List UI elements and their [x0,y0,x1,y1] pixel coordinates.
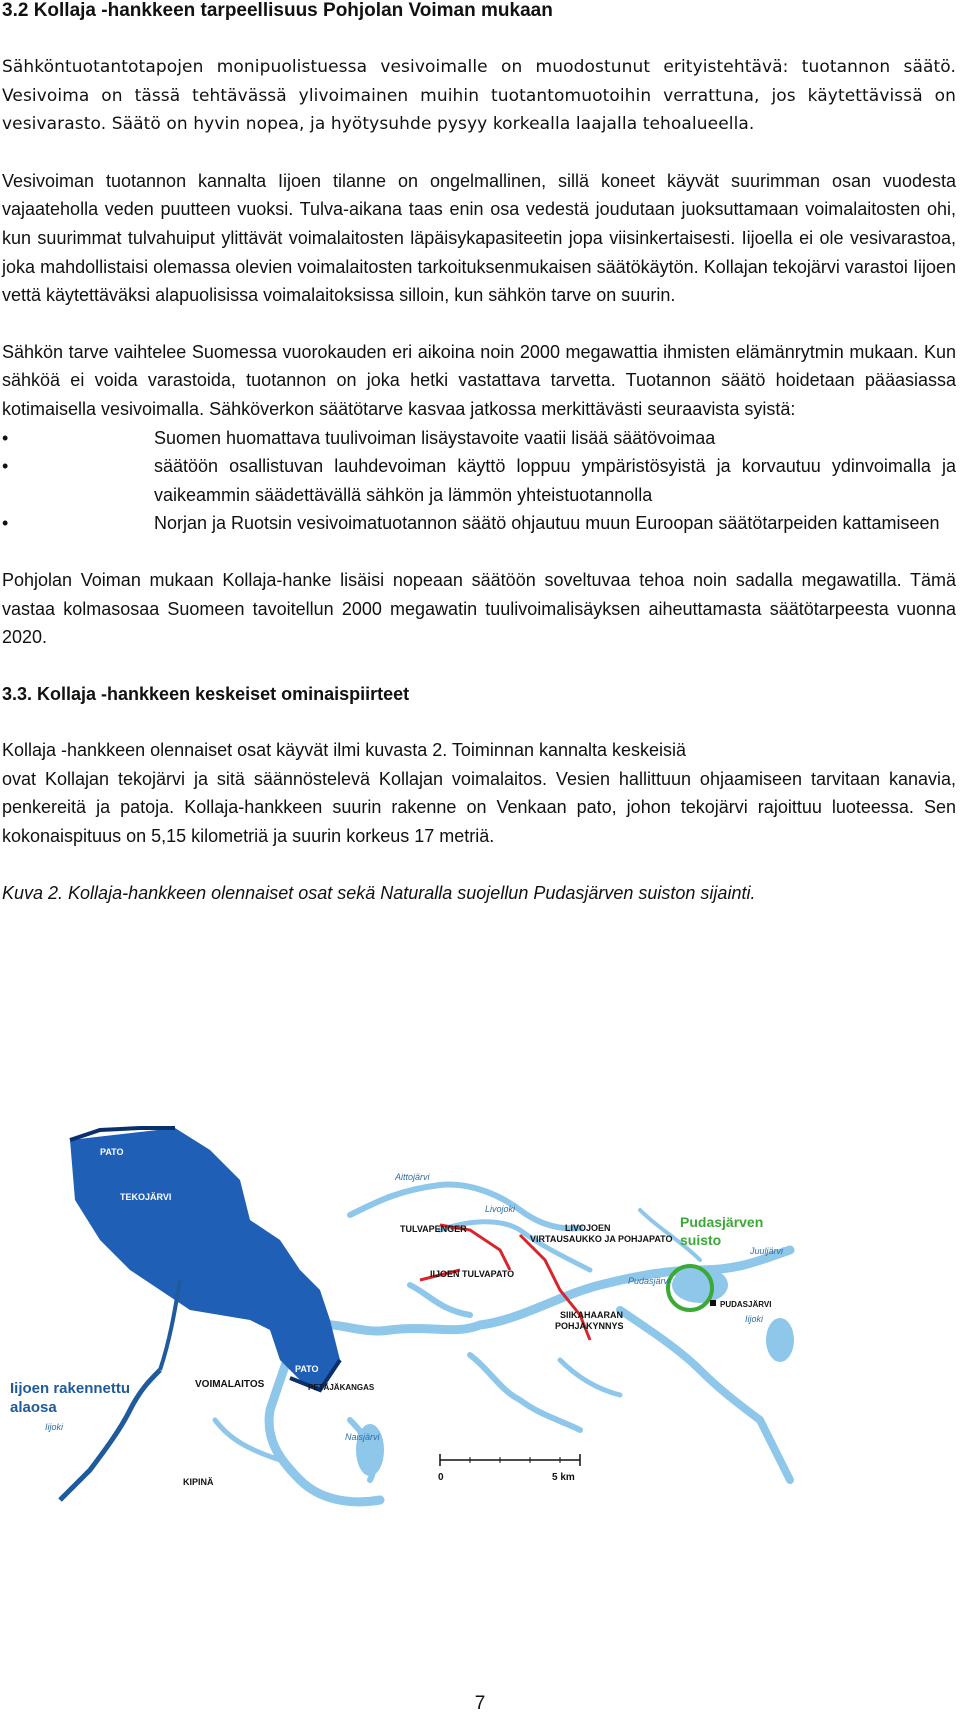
map-label-livojoen-line2: VIRTAUSAUKKO JA POHJAPATO [530,1234,673,1244]
map-label-iijoen-rakennettu-line1: Iijoen rakennettu [10,1380,131,1397]
list-item: • säätöön osallistuvan lauhdevoiman käyttö loppuu ympäristösyistä ja korvautuu ydinvoimalla ja vaikeammin säädettävällä sähkön ja lämmön yhteistuotannolla [2,452,956,509]
list-item: • Suomen huomattava tuulivoiman lisäystavoite vaatii lisää säätövoimaa [2,424,956,453]
map-label-livojoen-line1: LIVOJOEN [565,1223,611,1233]
scale-label-five-km: 5 km [552,1472,575,1483]
map-label-livojoki: Livojoki [485,1204,516,1214]
map-label-siikahaaran-line2: POHJAKYNNYS [555,1321,624,1331]
map-label-pudasjarven-line2: suisto [680,1232,722,1248]
section-heading-3-2: 3.2 Kollaja -hankkeen tarpeellisuus Pohjolan Voiman mukaan [2,0,553,21]
map-label-voimalaitos: VOIMALAITOS [195,1379,265,1390]
pudasjarvi-town-marker [710,1300,716,1306]
map-label-tulvapenger: TULVAPENGER [400,1224,467,1234]
river-branch [410,1285,470,1315]
page-number: 7 [474,1693,486,1714]
paragraph-4: Pohjolan Voiman mukaan Kollaja-hanke lisäisi nopeaan säätöön soveltuvaa tehoa noin sadalla megawatilla. Tämä vastaa kolmasosaa Suomeen tavoitellun 2000 megawatin tuulivoimalisäyksen aiheuttamasta säätötarpeesta vuonna 2020. [2,569,956,648]
map-label-naisjarvi: Naisjärvi [345,1432,380,1442]
body-text [2,0,956,907]
map-label-pato-bottom: PATO [295,1364,319,1374]
map-label-pato-top: PATO [100,1147,124,1157]
paragraph-2: Vesivoiman tuotannon kannalta Iijoen tilanne on ongelmallinen, sillä koneet käyvät suurimman osan vuodesta vajaateholla veden puutteen vuoksi. Tulva-aikana taas enin osa vedestä joudutaan juoksuttamaan voimalaitosten ohi, kun suurimmat tulvahuiput ylittävät voimalaitosten läpäisykapasiteetin jopa viisinkertaisesti. Iijoella ei ole vesivarastoa, joka mahdollistaisi olemassa olevien voimalaitosten tarkoituksenmukaisen säätökäytön. Kollajan tekojärvi varastoi Iijoen vettä käytettäväksi alapuolisissa voimalaitoksissa silloin, kun sähkön tarve on suurin. [2,170,956,306]
paragraph-3: Sähkön tarve vaihtelee Suomessa vuorokauden eri aikoina noin 2000 megawattia ihmisten elämänrytmin mukaan. Kun sähköä ei voida varastoida, tuotannon on joka hetki vastattava tarvetta. Tuotannon säätö hoidetaan pääasiassa kotimaisella vesivoimalla. Sähköverkon säätötarve kasvaa jatkossa merkittävästi seuraavista syistä: [2,341,956,419]
scale-bar [438,1454,580,1483]
figure-caption: Kuva 2. Kollaja-hankkeen olennaiset osat sekä Naturalla suojellun Pudasjärven suiston sijainti. [2,882,756,903]
section-heading-3-3: 3.3. Kollaja -hankkeen keskeiset ominaispiirteet [2,683,410,704]
kollaja-reservoir [70,1128,340,1390]
map-label-iijoen-rakennettu-line2: alaosa [10,1399,57,1416]
scale-label-zero: 0 [438,1472,444,1483]
map-label-iijoen-tulvapato: IIJOEN TULVAPATO [430,1269,515,1279]
list-item: • Norjan ja Ruotsin vesivoimatuotannon säätö ohjautuu muun Euroopan säätötarpeiden kattamiseen [2,509,956,538]
map-label-petajakangas: PETÄJÄKANGAS [308,1383,375,1392]
paragraph-5-line-1: Kollaja -hankkeen olennaiset osat käyvät ilmi kuvasta 2. Toiminnan kannalta keskeisiä [2,740,687,761]
river-branch [620,1310,790,1480]
map-label-iijoki-east: Iijoki [745,1314,764,1324]
map-label-juuljarvi: Juuljärvi [750,1246,784,1256]
map-label-tekojarvi: TEKOJÄRVI [120,1192,172,1202]
paragraph-5: ovat Kollajan tekojärvi ja sitä säännöstelevä Kollajan voimalaitos. Vesien hallittuun ohjaamiseen tarvitaan kanavia, penkereitä ja patoja. Kollaja-hankkeen suurin rakenne on Venkaan pato, johon tekojärvi rajoittuu luoteessa. Sen kokonaispituus on 5,15 kilometriä ja suurin korkeus 17 metriä. [2,768,956,847]
map-label-iijoki-west: Iijoki [45,1422,64,1432]
bullet-list [2,424,956,538]
juuljarvi-lake [766,1318,794,1362]
map-label-siikahaaran-line1: SIIKAHAARAN [560,1310,623,1320]
map-label-kipina: KIPINÄ [183,1477,214,1487]
map-label-pudasjarvi-town: PUDASJÄRVI [720,1300,772,1309]
river-branch [560,1360,620,1395]
kollaja-map [0,1120,960,1540]
pudasjarvi-lake [672,1267,728,1303]
map-label-pudasjarven-line1: Pudasjärven [680,1214,764,1230]
map-label-aittojarvi: Aittojärvi [395,1172,430,1182]
paragraph-1: Sähköntuotantotapojen monipuolistuessa vesivoimalle on muodostunut erityistehtävä: tuotannon säätö. Vesivoima on tässä tehtävässä ylivoimainen muihin tuotantomuotoihin verrattuna, jos käytettävissä on vesivarasto. Säätö on hyvin nopea, ja hyötysuhde pysyy korkealla laajalla tehoalueella. [2,57,956,135]
map-label-pudasjarvi-lake: Pudasjärvi [628,1276,671,1286]
